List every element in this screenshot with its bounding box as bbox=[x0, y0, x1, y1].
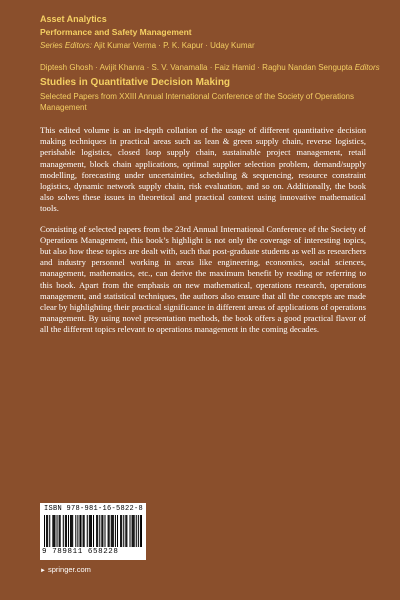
series-editors bbox=[40, 40, 380, 51]
book-editors-names: Diptesh Ghosh · Avijit Khanra · S. V. Vanamalla · Faiz Hamid · Raghu Nandan Sengupta bbox=[40, 63, 353, 72]
barcode-number: 9 789811 658228 bbox=[42, 548, 119, 556]
series-editors-label: Series Editors: bbox=[40, 41, 93, 50]
barcode-icon bbox=[44, 515, 142, 547]
series-info bbox=[40, 14, 380, 51]
book-title: Studies in Quantitative Decision Making bbox=[40, 77, 231, 88]
book-subtitle: Selected Papers from XXIII Annual International Conference of the Society of Operations Management bbox=[40, 92, 354, 112]
book-info bbox=[40, 62, 380, 113]
publisher-link[interactable] bbox=[40, 565, 91, 574]
series-title: Asset Analytics bbox=[40, 14, 107, 24]
publisher-url: springer.com bbox=[47, 565, 91, 574]
book-editors-label: Editors bbox=[354, 63, 380, 72]
isbn-label: ISBN 978-981-16-5822-8 bbox=[44, 505, 144, 513]
description-paragraph-1: This edited volume is an in-depth collation of the usage of different quantitative decision making techniques in practical areas such as lean & green supply chain, reverse logistics, perishable logistics, closed loop supply chain, sustainable project management, retail management, block chain applications, optimal supplier selection problem, demand/supply modelling, forecasting under uncertainties, scheduling & sequencing, resource constraint logistics, dynamic network supply chain, risk evaluation, and so on. Additionally, the book also solves these issues in theoretical and practical context using innovative mathematical tools. bbox=[40, 125, 366, 214]
book-editors bbox=[40, 62, 380, 73]
series-editors-names: Ajit Kumar Verma · P. K. Kapur · Uday Kumar bbox=[93, 41, 255, 50]
isbn-barcode bbox=[40, 503, 146, 560]
series-subtitle: Performance and Safety Management bbox=[40, 27, 192, 37]
description-paragraph-2: Consisting of selected papers from the 23rd Annual International Conference of the Society of Operations Management, this book’s highlight is not only the coverage of interesting topics, but also how these topics are dealt with, such that post-graduate students as well as researchers and industry personnel working in areas like engineering, economics, social sciences, management, mathematics, etc., can derive the maximum benefit by reading or referring to this book. Apart from the emphasis on new mathematical, operations research, operations management, and statistical techniques, the authors also ensure that all the concepts are made clear by highlighting their practical significance in different areas of applications of operations management. By using novel presentation methods, the book offers a good practical flavor of all the different topics relevant to operations management in the coming decades. bbox=[40, 223, 366, 335]
arrow-icon: ► bbox=[40, 568, 46, 574]
book-description bbox=[40, 125, 366, 345]
